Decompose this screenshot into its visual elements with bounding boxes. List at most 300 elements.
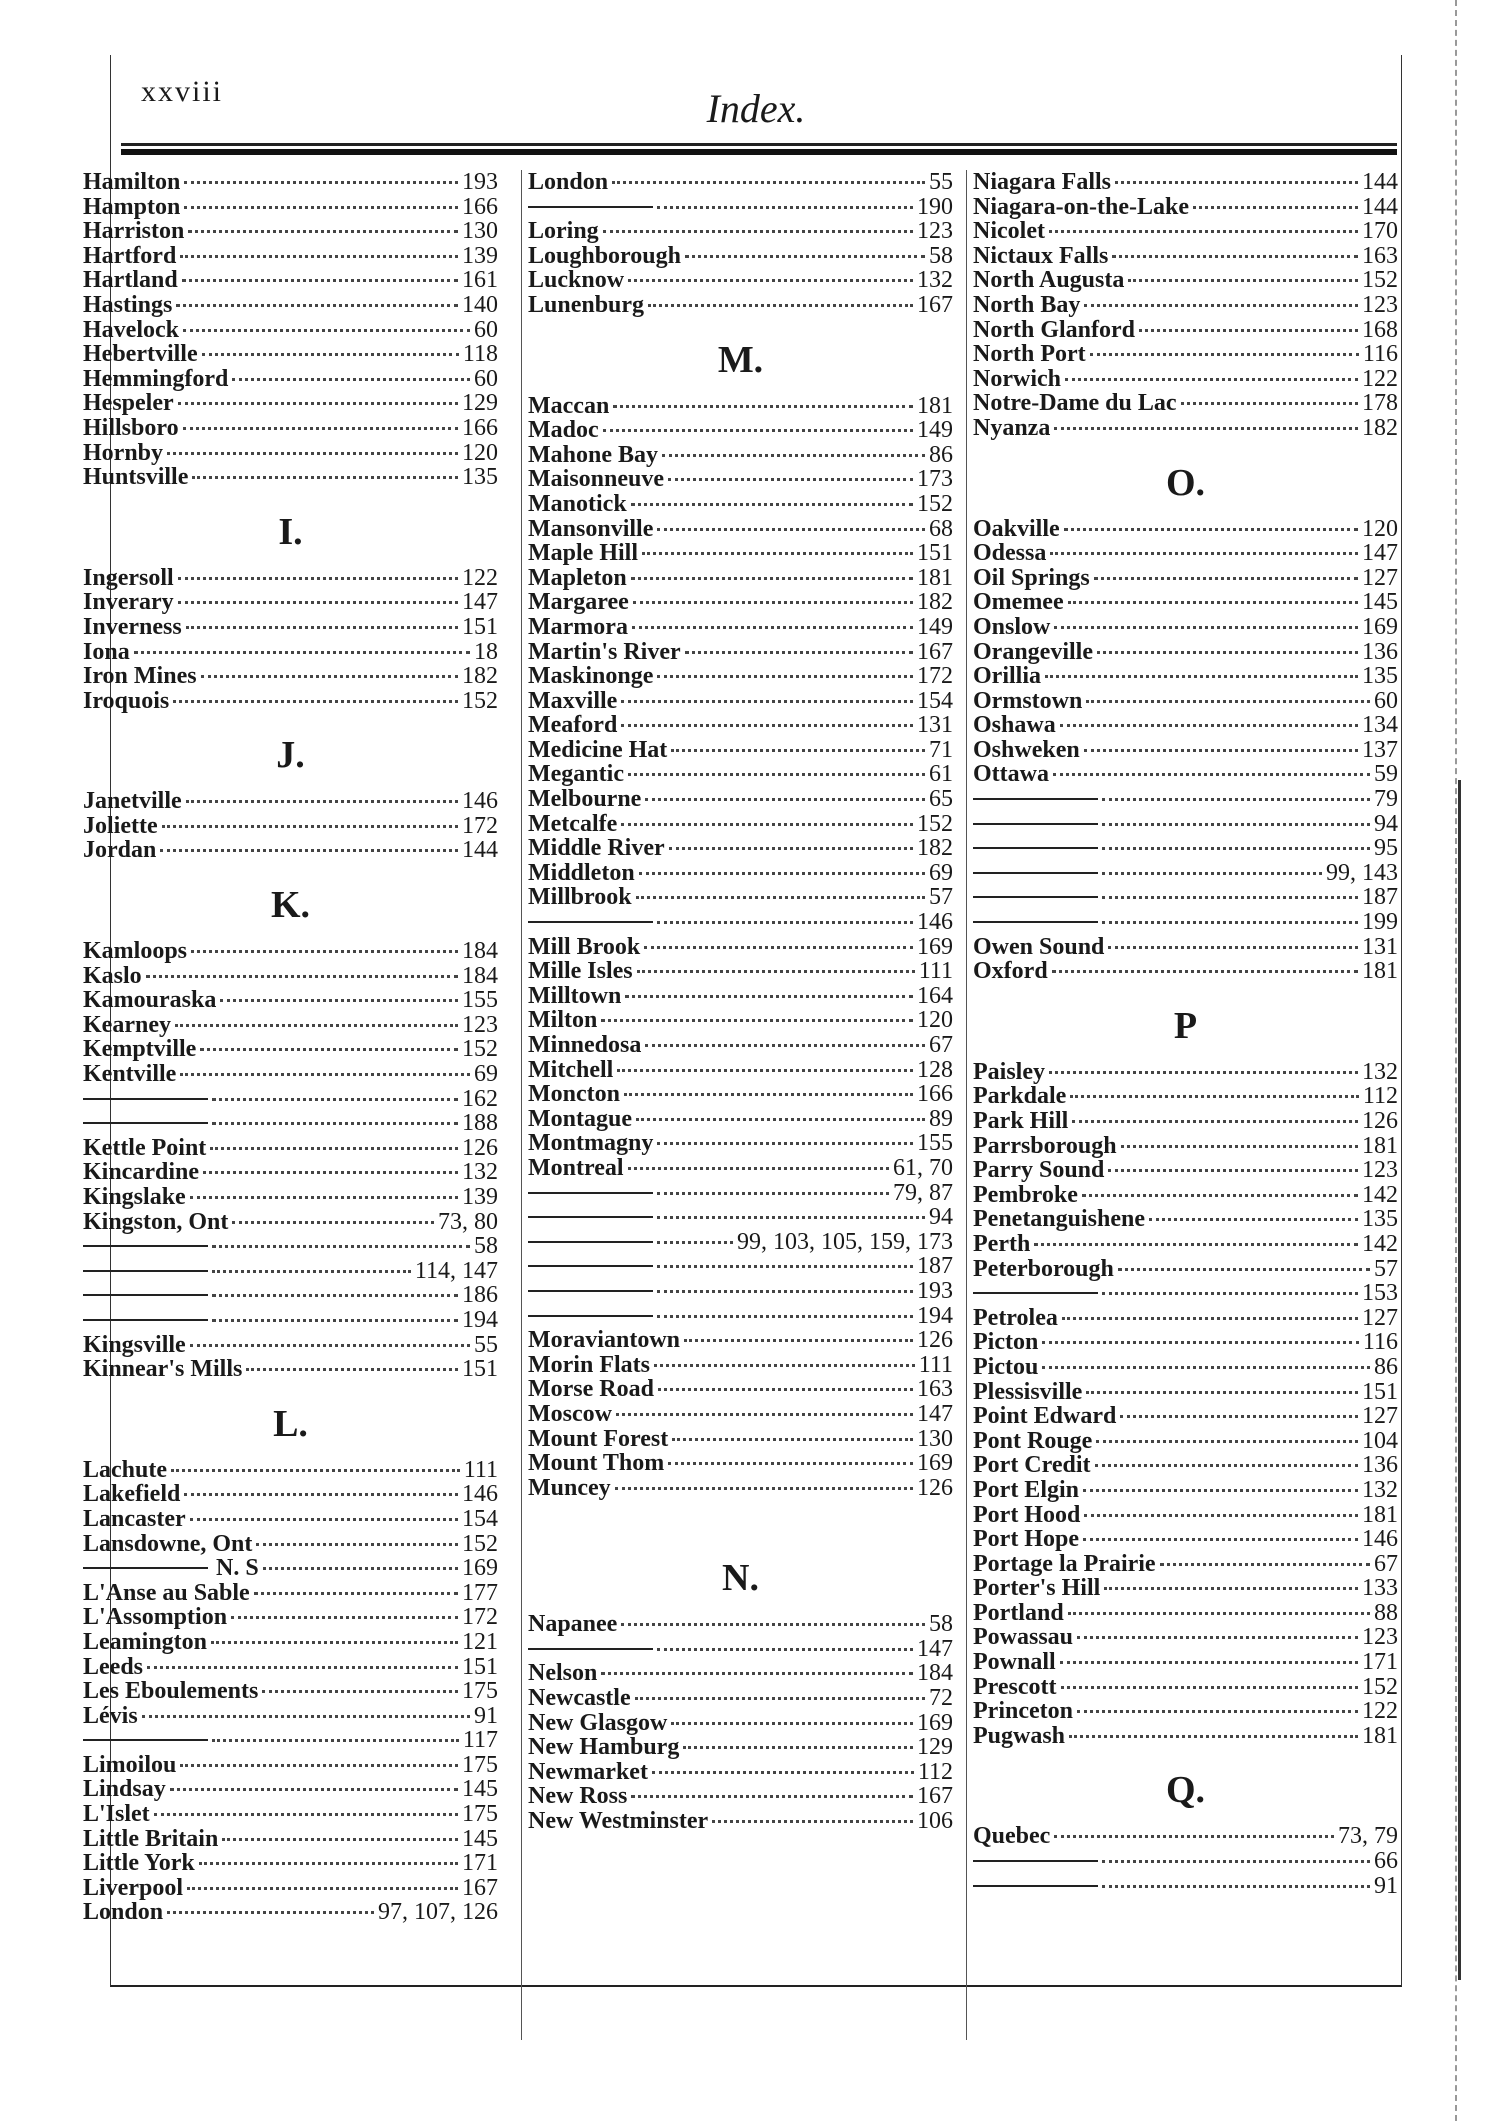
- entry-name: Newcastle: [528, 1685, 631, 1712]
- entry-pages: 118: [462, 341, 498, 368]
- dot-leader: [222, 1838, 458, 1841]
- index-entry: [528, 1711, 953, 1736]
- index-entry: [83, 1308, 498, 1333]
- entry-pages: 146: [462, 1481, 498, 1508]
- dot-leader: [672, 1438, 913, 1441]
- index-entry: [973, 1527, 1398, 1552]
- entry-name: Hastings: [83, 291, 173, 318]
- entry-pages: 152: [917, 490, 953, 517]
- entry-pages: 152: [462, 1036, 498, 1063]
- entry-name: Iona: [83, 638, 130, 665]
- entry-pages: 147: [917, 1400, 953, 1427]
- dot-leader: [1049, 1071, 1358, 1074]
- dot-leader: [146, 975, 458, 978]
- entry-pages: 58: [929, 242, 953, 269]
- entry-name: Moraviantown: [528, 1327, 680, 1354]
- section-letter: Q.: [1165, 1769, 1206, 1812]
- entry-pages: 61: [929, 761, 953, 788]
- entry-pages: 186: [462, 1282, 498, 1309]
- entry-name: Kentville: [83, 1061, 177, 1088]
- section-spacer: [528, 1500, 953, 1536]
- index-entry: [528, 195, 953, 220]
- section-letter: M.: [717, 338, 764, 381]
- dot-leader: [262, 1690, 458, 1693]
- dot-leader: [657, 1241, 733, 1244]
- entry-name: Lancaster: [83, 1505, 186, 1532]
- index-entry: [973, 170, 1398, 195]
- section-letter: P: [1173, 1004, 1198, 1047]
- entry-pages: 126: [462, 1134, 498, 1161]
- entry-pages: 123: [462, 1011, 498, 1038]
- entry-name: Lévis: [83, 1702, 138, 1729]
- entry-name: Mount Forest: [528, 1425, 669, 1452]
- entry-pages: 71: [929, 736, 953, 763]
- index-entry: [973, 762, 1398, 787]
- dot-leader: [175, 1024, 458, 1027]
- entry-pages: 144: [1362, 193, 1398, 220]
- entry-name: Orillia: [973, 663, 1041, 690]
- entry-name: Maccan: [528, 392, 610, 419]
- dot-leader: [202, 353, 459, 356]
- entry-pages: 181: [917, 392, 953, 419]
- entry-pages: 162: [462, 1085, 498, 1112]
- index-entry: [83, 640, 498, 665]
- dot-leader: [1045, 675, 1358, 678]
- entry-pages: 130: [462, 218, 498, 245]
- entry-pages: 123: [917, 218, 953, 245]
- dot-leader: [631, 1795, 913, 1798]
- entry-pages: 175: [462, 1751, 498, 1778]
- dot-leader: [1102, 872, 1322, 875]
- index-entry: [83, 219, 498, 244]
- index-entry: [83, 1037, 498, 1062]
- index-entry: [528, 1082, 953, 1107]
- index-entry: [973, 195, 1398, 220]
- index-entry: [973, 1478, 1398, 1503]
- entry-pages: 181: [1362, 1722, 1398, 1749]
- index-entry: [973, 342, 1398, 367]
- index-entry: [83, 689, 498, 714]
- entry-name: Oil Springs: [973, 564, 1090, 591]
- index-entry: [83, 1283, 498, 1308]
- entry-pages: 67: [929, 1032, 953, 1058]
- entry-name: Nyanza: [973, 414, 1051, 441]
- entry-name: Onslow: [973, 613, 1051, 640]
- index-entry: [528, 219, 953, 244]
- entry-name: Kaslo: [83, 962, 142, 989]
- entry-pages: 123: [1362, 1157, 1398, 1184]
- dot-leader: [657, 1315, 913, 1318]
- entry-pages: 57: [1374, 1255, 1398, 1282]
- dot-leader: [648, 304, 913, 307]
- entry-pages: 163: [1362, 242, 1398, 269]
- entry-name: Mahone Bay: [528, 441, 659, 468]
- entry-name: Limoilou: [83, 1751, 177, 1778]
- dot-leader: [160, 849, 458, 852]
- dot-leader: [180, 255, 458, 258]
- dot-leader: [178, 601, 458, 604]
- index-entry: [528, 170, 953, 195]
- entry-name: Princeton: [973, 1698, 1073, 1725]
- index-entry: [528, 1402, 953, 1427]
- dot-leader: [1060, 1661, 1358, 1664]
- dot-leader: [652, 1771, 914, 1774]
- dot-leader: [1102, 1885, 1370, 1888]
- entry-pages: 69: [929, 859, 953, 886]
- index-entry: [83, 939, 498, 964]
- index-entry: [528, 1451, 953, 1476]
- index-entry: [973, 219, 1398, 244]
- dot-leader: [212, 1319, 458, 1322]
- dot-leader: [1108, 946, 1358, 949]
- entry-pages: 128: [917, 1056, 953, 1083]
- entry-name: Les Eboulements: [83, 1678, 259, 1705]
- index-entry: [973, 1330, 1398, 1355]
- dot-leader: [170, 1788, 458, 1791]
- ditto-dash: [528, 1290, 653, 1292]
- dot-leader: [601, 1019, 913, 1022]
- dot-leader: [671, 749, 925, 752]
- entry-pages: 121: [462, 1628, 498, 1655]
- index-entry: [973, 1084, 1398, 1109]
- entry-pages: 170: [1362, 218, 1398, 245]
- entry-pages: 58: [474, 1233, 498, 1260]
- index-entry: [528, 1735, 953, 1760]
- dot-leader: [180, 1073, 470, 1076]
- index-entry: [528, 1353, 953, 1378]
- index-entry: [973, 640, 1398, 665]
- index-entry: [83, 244, 498, 269]
- entry-pages: 122: [1362, 1698, 1398, 1725]
- dot-leader: [1034, 1243, 1358, 1246]
- index-entry: [528, 1686, 953, 1711]
- dot-leader: [246, 1368, 458, 1371]
- entry-pages: 146: [1362, 1526, 1398, 1553]
- entry-name: Martin's River: [528, 638, 681, 665]
- index-entry: [83, 1900, 498, 1925]
- dot-leader: [1052, 970, 1358, 973]
- entry-pages: 182: [1362, 414, 1398, 441]
- entry-name: Madoc: [528, 417, 599, 444]
- entry-name: Little Britain: [83, 1825, 219, 1852]
- dot-leader: [254, 1592, 458, 1595]
- entry-name: Ottawa: [973, 761, 1049, 788]
- index-entry: [528, 1254, 953, 1279]
- index-entry: [83, 1507, 498, 1532]
- dot-leader: [657, 1216, 925, 1219]
- entry-pages: 167: [917, 1783, 953, 1810]
- index-entry: [528, 1760, 953, 1785]
- dot-leader: [183, 329, 470, 332]
- entry-name: Montague: [528, 1105, 632, 1132]
- dot-leader: [256, 1543, 458, 1546]
- entry-name: Nelson: [528, 1660, 598, 1687]
- index-entry: [973, 293, 1398, 318]
- index-entry: [83, 1111, 498, 1136]
- entry-pages: 181: [1362, 1132, 1398, 1159]
- index-entry: [528, 1008, 953, 1033]
- dot-leader: [601, 1672, 913, 1675]
- entry-name: Havelock: [83, 316, 179, 343]
- index-entry: [528, 640, 953, 665]
- entry-name: North Port: [973, 341, 1086, 368]
- dot-leader: [1065, 378, 1358, 381]
- entry-name: N. S: [216, 1555, 259, 1582]
- entry-name: Ormstown: [973, 687, 1083, 714]
- dot-leader: [200, 1048, 458, 1051]
- dot-leader: [628, 1167, 889, 1170]
- dot-leader: [1128, 279, 1358, 282]
- entry-name: Milltown: [528, 982, 622, 1009]
- dot-leader: [1115, 181, 1358, 184]
- dot-leader: [162, 825, 458, 828]
- index-entry: [973, 244, 1398, 269]
- dot-leader: [1053, 773, 1370, 776]
- entry-name: Leamington: [83, 1628, 208, 1655]
- dot-leader: [657, 1265, 913, 1268]
- index-entry: [973, 416, 1398, 441]
- dot-leader: [231, 1616, 458, 1619]
- dot-leader: [232, 378, 470, 381]
- index-entry: [973, 885, 1398, 910]
- entry-name: Prescott: [973, 1673, 1057, 1700]
- entry-name: Oshawa: [973, 712, 1056, 739]
- dot-leader: [167, 1911, 374, 1914]
- dot-leader: [212, 1245, 470, 1248]
- entry-name: Powassau: [973, 1624, 1074, 1651]
- dot-leader: [212, 1739, 459, 1742]
- ditto-dash: [528, 1241, 653, 1243]
- index-entry: [528, 1230, 953, 1255]
- entry-pages: 88: [1374, 1599, 1398, 1626]
- entry-name: Oakville: [973, 515, 1060, 542]
- dot-leader: [636, 1118, 925, 1121]
- entry-pages: 155: [462, 987, 498, 1014]
- dot-leader: [668, 478, 913, 481]
- entry-pages: 95: [1374, 835, 1398, 862]
- dot-leader: [668, 1462, 913, 1465]
- entry-pages: 134: [1362, 712, 1398, 739]
- dot-leader: [1049, 230, 1358, 233]
- entry-pages: 151: [462, 1356, 498, 1383]
- dot-leader: [1118, 1268, 1370, 1271]
- index-entry: [973, 1552, 1398, 1577]
- entry-name: Odessa: [973, 540, 1047, 567]
- dot-leader: [657, 921, 913, 924]
- entry-name: New Hamburg: [528, 1734, 680, 1761]
- entry-pages: 136: [1362, 638, 1398, 665]
- entry-pages: 114, 147: [414, 1257, 498, 1284]
- entry-pages: 129: [917, 1734, 953, 1761]
- entry-name: Maple Hill: [528, 540, 638, 567]
- dot-leader: [1193, 206, 1358, 209]
- entry-pages: 146: [917, 909, 953, 936]
- index-entry: [528, 1637, 953, 1662]
- entry-name: Muncey: [528, 1474, 611, 1501]
- entry-pages: 122: [1362, 365, 1398, 392]
- entry-name: Port Hood: [973, 1501, 1081, 1528]
- entry-pages: 106: [917, 1808, 953, 1835]
- dot-leader: [184, 181, 458, 184]
- ditto-dash: [83, 1294, 208, 1296]
- index-entry: [528, 1612, 953, 1637]
- dot-leader: [1160, 1563, 1370, 1566]
- index-entry: [83, 615, 498, 640]
- entry-name: Paisley: [973, 1058, 1045, 1085]
- entry-name: Montmagny: [528, 1130, 654, 1157]
- ditto-dash: [83, 1567, 208, 1569]
- entry-name: Hemmingford: [83, 365, 229, 392]
- index-entry: [528, 836, 953, 861]
- entry-pages: 137: [1362, 736, 1398, 763]
- index-entry: [83, 1234, 498, 1259]
- entry-pages: 152: [917, 810, 953, 837]
- index-entry: [83, 590, 498, 615]
- dot-leader: [628, 279, 913, 282]
- ditto-dash: [973, 847, 1098, 849]
- index-entry: [83, 1679, 498, 1704]
- dot-leader: [1083, 1489, 1358, 1492]
- dot-leader: [657, 1290, 913, 1293]
- index-entry: [83, 195, 498, 220]
- index-entry: [528, 1328, 953, 1353]
- ditto-dash: [83, 1739, 208, 1741]
- entry-pages: 60: [1374, 687, 1398, 714]
- index-entry: [973, 1158, 1398, 1183]
- entry-pages: 145: [462, 1776, 498, 1803]
- index-entry: [83, 964, 498, 989]
- entry-name: Hornby: [83, 439, 164, 466]
- index-entry: [528, 762, 953, 787]
- index-entry: [973, 1849, 1398, 1874]
- index-entry: [83, 1532, 498, 1557]
- index-entry: [528, 1033, 953, 1058]
- index-entry: [83, 342, 498, 367]
- dot-leader: [1068, 1612, 1370, 1615]
- dot-leader: [1042, 1341, 1359, 1344]
- entry-pages: 117: [462, 1727, 498, 1754]
- entry-name: Nictaux Falls: [973, 242, 1109, 269]
- entry-pages: 127: [1362, 1403, 1398, 1430]
- entry-pages: 193: [462, 169, 498, 195]
- dot-leader: [658, 1388, 913, 1391]
- entry-pages: 135: [462, 464, 498, 491]
- index-entry: [973, 1824, 1398, 1849]
- index-entry: [528, 1058, 953, 1083]
- index-entry: [973, 1257, 1398, 1282]
- entry-name: Marmora: [528, 613, 628, 640]
- entry-pages: 177: [462, 1579, 498, 1606]
- entry-name: Middleton: [528, 859, 635, 886]
- entry-pages: 194: [462, 1306, 498, 1333]
- index-entry: [973, 1453, 1398, 1478]
- entry-name: Notre-Dame du Lac: [973, 390, 1177, 417]
- entry-pages: 135: [1362, 1206, 1398, 1233]
- index-entry: [528, 861, 953, 886]
- entry-name: Manotick: [528, 490, 627, 517]
- entry-name: Napanee: [528, 1611, 618, 1638]
- entry-name: Margaree: [528, 589, 629, 616]
- entry-name: Mille Isles: [528, 958, 633, 985]
- entry-pages: 142: [1362, 1181, 1398, 1208]
- dot-leader: [199, 1862, 458, 1865]
- ditto-dash: [83, 1098, 208, 1100]
- index-entry: [83, 1482, 498, 1507]
- index-entry: [528, 590, 953, 615]
- entry-pages: 172: [462, 812, 498, 839]
- entry-name: Owen Sound: [973, 933, 1105, 960]
- index-column-2: [521, 170, 953, 2040]
- entry-name: L'Assomption: [83, 1604, 228, 1631]
- ditto-dash: [973, 798, 1098, 800]
- index-entry: [528, 467, 953, 492]
- index-entry: [83, 465, 498, 490]
- page-edge-mark: [1458, 780, 1471, 1980]
- index-entry: [973, 391, 1398, 416]
- entry-pages: 144: [1362, 169, 1398, 195]
- dot-leader: [1070, 1095, 1359, 1098]
- index-entry: [83, 391, 498, 416]
- entry-name: North Bay: [973, 291, 1081, 318]
- entry-name: Kinnear's Mills: [83, 1356, 243, 1383]
- ditto-dash: [528, 1315, 653, 1317]
- entry-name: Iron Mines: [83, 663, 197, 690]
- section-letter: O.: [1165, 461, 1206, 504]
- entry-pages: 199: [1362, 909, 1398, 936]
- entry-name: Kingston, Ont: [83, 1208, 229, 1235]
- index-entry: [528, 566, 953, 591]
- dot-leader: [645, 798, 925, 801]
- entry-pages: 146: [462, 788, 498, 815]
- index-entry: [973, 861, 1398, 886]
- entry-pages: 194: [917, 1302, 953, 1329]
- entry-pages: 164: [917, 982, 953, 1009]
- dot-leader: [171, 1469, 460, 1472]
- dot-leader: [657, 1648, 913, 1651]
- index-entry: [973, 1355, 1398, 1380]
- index-entry: [528, 885, 953, 910]
- index-entry: [973, 959, 1398, 984]
- entry-name: Morse Road: [528, 1376, 654, 1403]
- header-rule: [121, 143, 1397, 155]
- entry-name: Kamouraska: [83, 987, 217, 1014]
- entry-pages: 120: [917, 1007, 953, 1034]
- index-entry: [83, 838, 498, 863]
- index-entry: [973, 1380, 1398, 1405]
- entry-pages: 147: [917, 1635, 953, 1662]
- entry-name: Hespeler: [83, 390, 174, 417]
- index-entry: [973, 1429, 1398, 1454]
- entry-pages: 60: [474, 365, 498, 392]
- dot-leader: [1108, 1169, 1358, 1172]
- dot-leader: [1069, 1735, 1358, 1738]
- index-entry: [83, 268, 498, 293]
- dot-leader: [636, 896, 925, 899]
- dot-leader: [603, 230, 913, 233]
- index-entry: [973, 664, 1398, 689]
- entry-name: Mitchell: [528, 1056, 614, 1083]
- section-letter: J.: [276, 734, 305, 777]
- index-entry: [528, 959, 953, 984]
- entry-pages: 154: [462, 1505, 498, 1532]
- index-entry: [528, 1279, 953, 1304]
- entry-pages: 149: [917, 613, 953, 640]
- dot-leader: [683, 1746, 913, 1749]
- entry-name: Jordan: [83, 837, 157, 864]
- entry-pages: 190: [917, 193, 953, 220]
- ditto-dash: [83, 1245, 208, 1247]
- index-entry: [973, 1281, 1398, 1306]
